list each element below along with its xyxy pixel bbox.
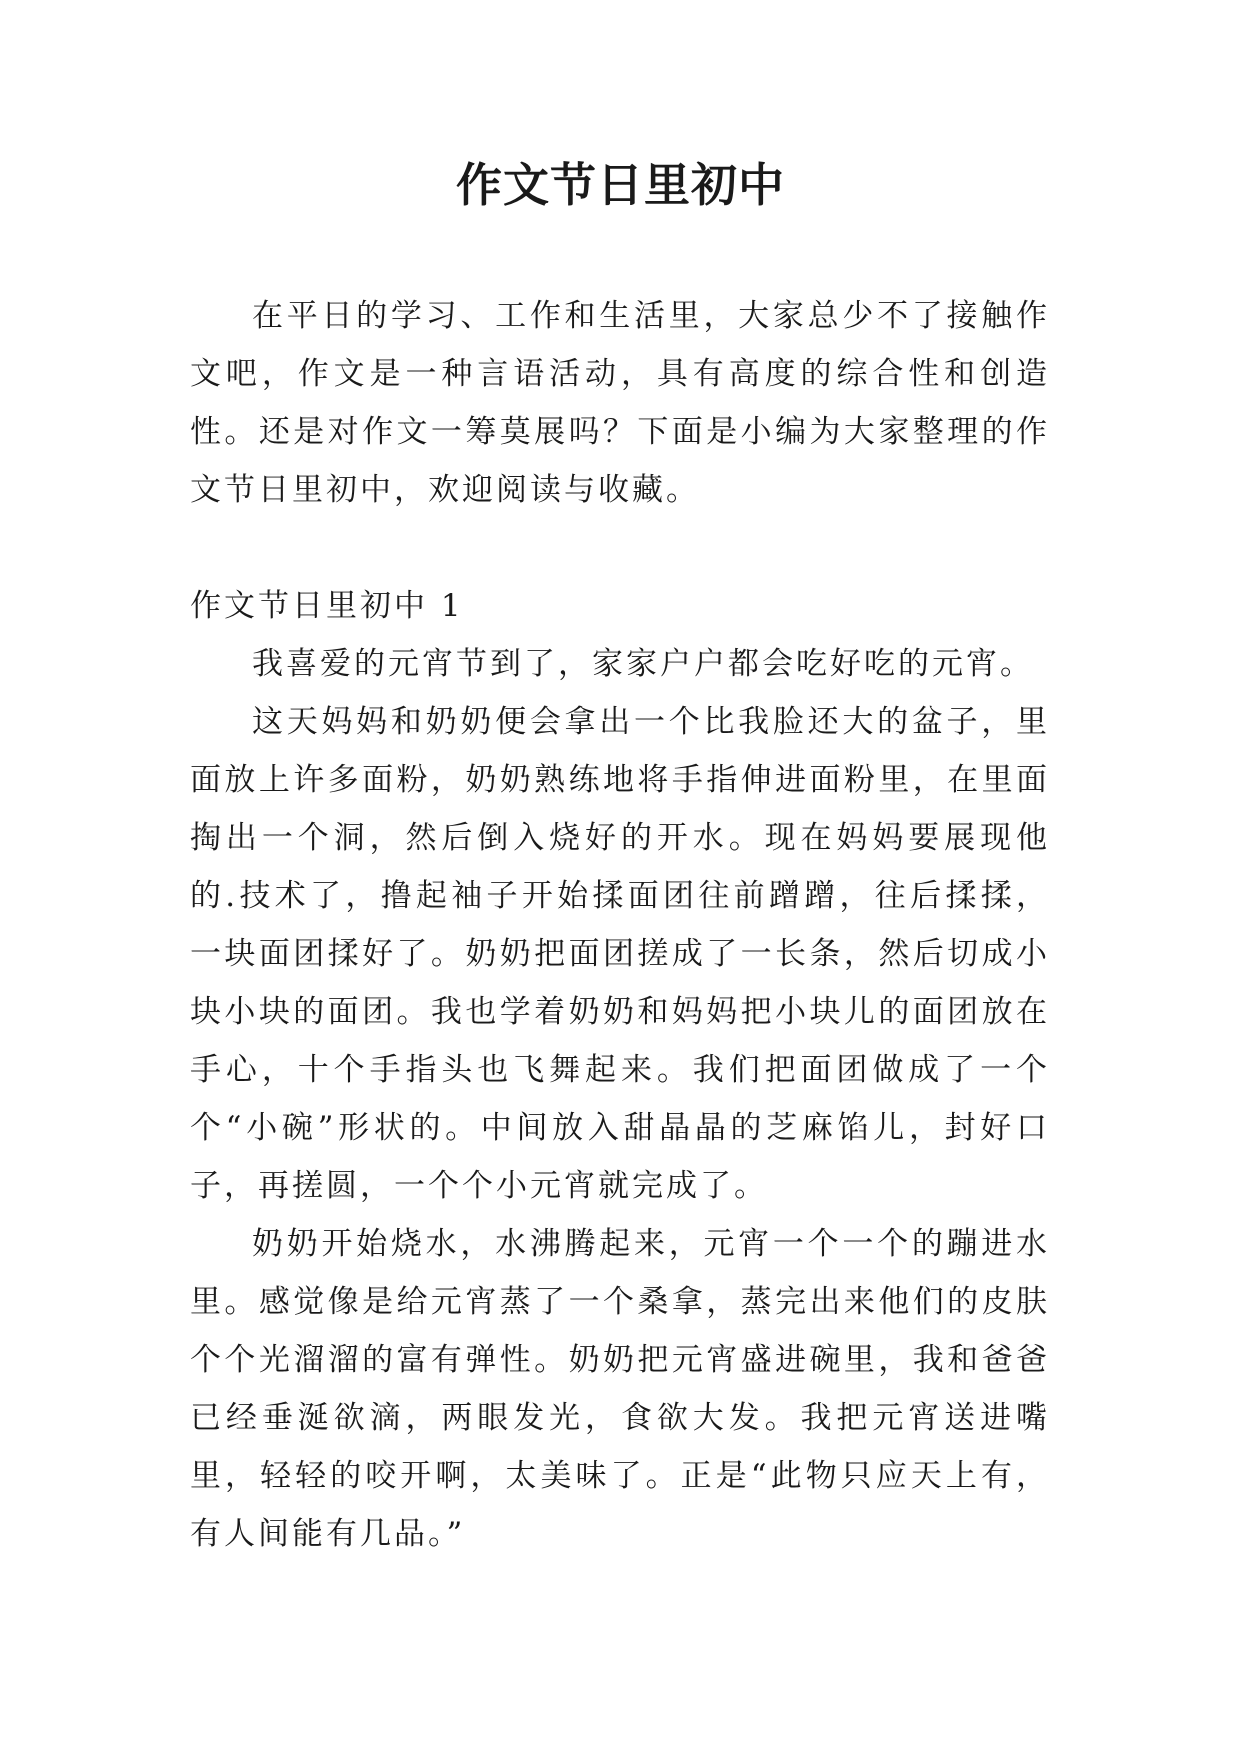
document-body (190, 287, 1050, 1563)
intro-paragraph: 在平日的学习、工作和生活里，大家总少不了接触作文吧，作文是一种言语活动，具有高度的综合性和创造性。还是对作文一筹莫展吗？下面是小编为大家整理的作文节日里初中，欢迎阅读与收藏。 (190, 298, 1050, 508)
body-paragraph-2: 这天妈妈和奶奶便会拿出一个比我脸还大的盆子，里面放上许多面粉，奶奶熟练地将手指伸进面粉里，在里面掏出一个洞，然后倒入烧好的开水。现在妈妈要展现他的.技术了，撸起袖子开始揉面团往前蹭蹭，往后揉揉，一块面团揉好了。奶奶把面团搓成了一长条，然后切成小块小块的面团。我也学着奶奶和妈妈把小块儿的面团放在手心，十个手指头也飞舞起来。我们把面团做成了一个个“小碗”形状的。中间放入甜晶晶的芝麻馅儿，封好口子，再搓圆，一个个小元宵就完成了。 (190, 704, 1050, 1204)
body-paragraph-3: 奶奶开始烧水，水沸腾起来，元宵一个一个的蹦进水里。感觉像是给元宵蒸了一个桑拿，蒸完出来他们的皮肤个个光溜溜的富有弹性。奶奶把元宵盛进碗里，我和爸爸已经垂涎欲滴，两眼发光，食欲大发。我把元宵送进嘴里，轻轻的咬开啊，太美味了。正是“此物只应天上有，有人间能有几品。” (190, 1226, 1050, 1552)
section-heading: 作文节日里初中 1 (190, 588, 464, 624)
body-paragraph-1: 我喜爱的元宵节到了，家家户户都会吃好吃的元宵。 (252, 646, 1034, 682)
document-title: 作文节日里初中 (456, 158, 785, 212)
